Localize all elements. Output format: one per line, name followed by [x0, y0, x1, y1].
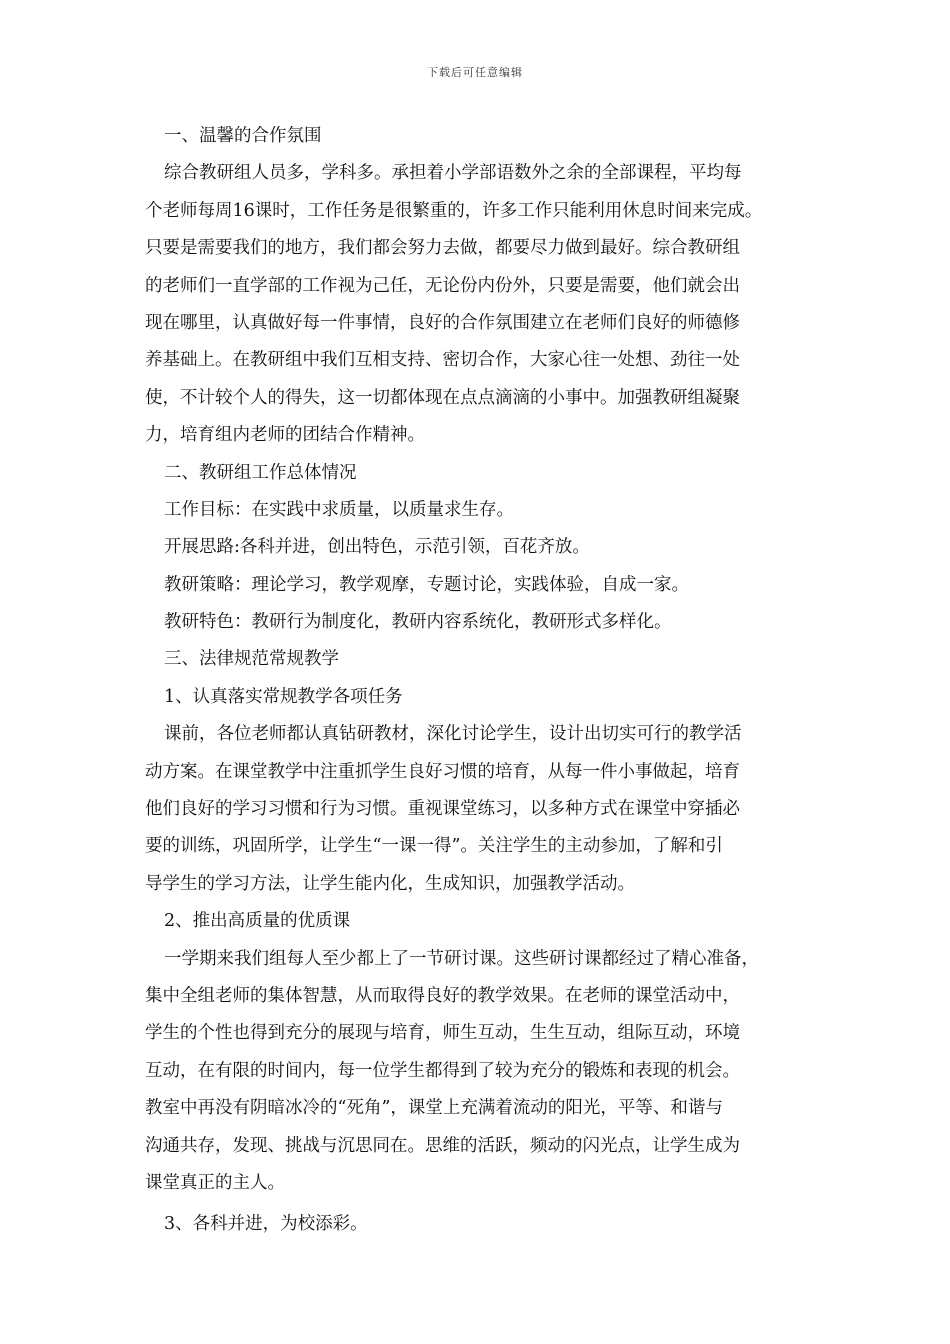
paragraph-line: 教研特色：教研行为制度化，教研内容系统化，教研形式多样化。: [164, 612, 672, 633]
paragraph-line: 个老师每周16课时，工作任务是很繁重的，许多工作只能利用休息时间来完成。: [145, 200, 763, 221]
paragraph-line: 互动，在有限的时间内，每一位学生都得到了较为充分的锻炼和表现的机会。: [145, 1060, 740, 1081]
paragraph-line: 学生的个性也得到充分的展现与培育，师生互动，生生互动，组际互动，环境: [145, 1023, 740, 1044]
paragraph-line: 只要是需要我们的地方，我们都会努力去做，都要尽力做到最好。综合教研组: [145, 238, 740, 259]
paragraph-line: 教研策略：理论学习，教学观摩，专题讨论，实践体验，自成一家。: [164, 574, 689, 595]
paragraph-line: 养基础上。在教研组中我们互相支持、密切合作，大家心往一处想、劲往一处: [145, 350, 740, 371]
paragraph-line: 3、各科并进，为校添彩。: [164, 1214, 368, 1235]
paragraph-line: 工作目标：在实践中求质量，以质量求生存。: [164, 499, 514, 520]
paragraph-line: 三、法律规范常规教学: [164, 649, 339, 670]
paragraph-line: 教室中再没有阴暗冰冷的“死角”，课堂上充满着流动的阳光，平等、和谐与: [145, 1098, 723, 1119]
document-body: [145, 118, 825, 1244]
paragraph-line: 导学生的学习方法，让学生能内化，生成知识，加强教学活动。: [145, 873, 635, 894]
paragraph-line: 现在哪里，认真做好每一件事情，良好的合作氛围建立在老师们良好的师德修: [145, 312, 740, 333]
paragraph-line: 1、认真落实常规教学各项任务: [164, 686, 403, 707]
paragraph-line: 一、温馨的合作氛围: [164, 126, 322, 146]
paragraph-line: 综合教研组人员多，学科多。承担着小学部语数外之余的全部课程，平均每: [164, 163, 742, 184]
paragraph-line: 一学期来我们组每人至少都上了一节研讨课。这些研讨课都经过了精心准备，: [164, 948, 759, 969]
paragraph-line: 沟通共存，发现、挑战与沉思同在。思维的活跃，频动的闪光点，让学生成为: [145, 1135, 740, 1156]
paragraph-line: 课前，各位老师都认真钻研教材，深化讨论学生，设计出切实可行的教学活: [164, 724, 742, 745]
paragraph-line: 力，培育组内老师的团结合作精神。: [145, 425, 425, 446]
paragraph-line: 课堂真正的主人。: [145, 1172, 285, 1193]
paragraph-line: 他们良好的学习习惯和行为习惯。重视课堂练习，以多种方式在课堂中穿插必: [145, 799, 740, 820]
paragraph-line: 开展思路:各科并进，创出特色，示范引领，百花齐放。: [164, 537, 590, 558]
paragraph-line: 二、教研组工作总体情况: [164, 462, 357, 483]
paragraph-line: 动方案。在课堂教学中注重抓学生良好习惯的培育，从每一件小事做起，培育: [145, 761, 740, 782]
page-header-note: 下载后可任意编辑: [427, 66, 523, 79]
paragraph-line: 使，不计较个人的得失，这一切都体现在点点滴滴的小事中。加强教研组凝聚: [145, 387, 740, 408]
paragraph-line: 的老师们一直学部的工作视为己任，无论份内份外，只要是需要，他们就会出: [145, 275, 740, 296]
paragraph-line: 要的训练，巩固所学，让学生“一课一得”。关注学生的主动参加，了解和引: [145, 836, 723, 857]
paragraph-line: 2、推出高质量的优质课: [164, 911, 351, 932]
paragraph-line: 集中全组老师的集体智慧，从而取得良好的教学效果。在老师的课堂活动中，: [145, 985, 740, 1006]
